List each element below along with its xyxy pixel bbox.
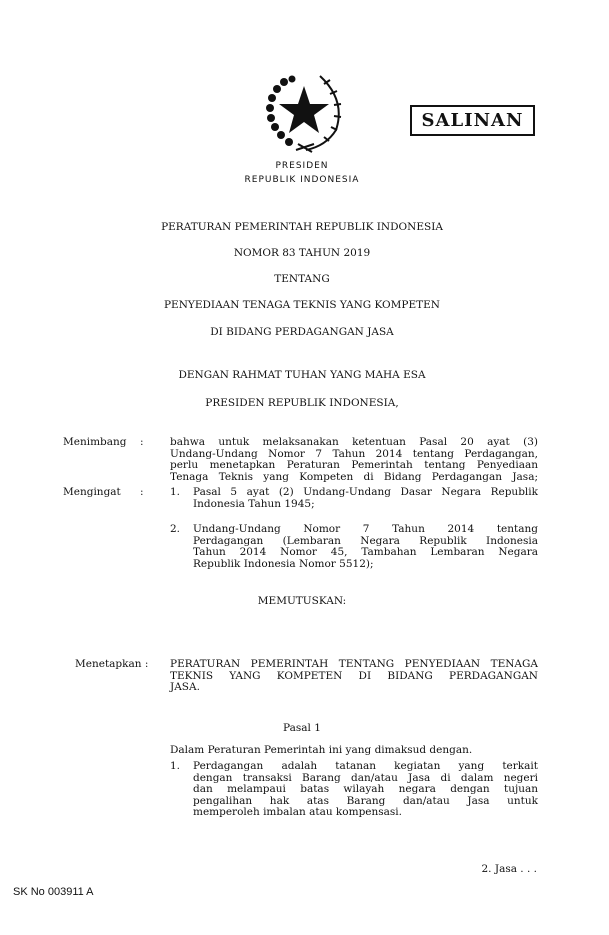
text-line: Pasal 5 ayat (2) Undang-Undang Dasar Negara Republik bbox=[193, 486, 538, 498]
mengingat-item-1 bbox=[193, 487, 538, 510]
mengingat-label: Mengingat bbox=[63, 486, 121, 498]
text-line: Perdagangan (Lembaran Negara Republik Indonesia bbox=[193, 534, 538, 547]
text-line: Tenaga Teknis yang Kompeten di Bidang Perdagangan Jasa; bbox=[170, 470, 538, 483]
pasal-heading: Pasal 1 bbox=[283, 722, 321, 734]
text-line: Undang-Undang Nomor 7 Tahun 2014 tentang bbox=[193, 523, 538, 535]
pasal-item-1 bbox=[193, 761, 538, 819]
text-line: perlu menetapkan Peraturan Pemerintah tentang Penyediaan bbox=[170, 459, 538, 471]
mengingat-item-2 bbox=[193, 524, 538, 570]
regulation-subject-line: PENYEDIAAN TENAGA TEKNIS YANG KOMPETEN bbox=[163, 299, 440, 311]
text-line: Perdagangan adalah tatanan kegiatan yang terkait bbox=[193, 760, 538, 772]
office-line-1: PRESIDEN bbox=[275, 161, 329, 171]
text-line: JASA. bbox=[170, 681, 200, 693]
mengingat-colon: : bbox=[140, 486, 144, 498]
invocation: DENGAN RAHMAT TUHAN YANG MAHA ESA bbox=[178, 369, 426, 381]
item-number: 1. bbox=[170, 760, 181, 772]
text-line: TEKNIS YANG KOMPETEN DI BIDANG PERDAGANGAN bbox=[170, 669, 538, 682]
regulation-title-line: PERATURAN PEMERINTAH REPUBLIK INDONESIA bbox=[161, 221, 443, 233]
footer-code: SK No 003911 A bbox=[13, 886, 94, 898]
menimbang-text bbox=[170, 437, 538, 483]
item-number: 2. bbox=[170, 523, 181, 535]
menetapkan-label: Menetapkan : bbox=[75, 658, 149, 670]
regulation-number: NOMOR 83 TAHUN 2019 bbox=[233, 247, 371, 259]
text-line: Tahun 2014 Nomor 45, Tambahan Lembaran Negara bbox=[193, 546, 538, 558]
presidential-emblem-icon bbox=[262, 70, 346, 154]
regulation-about: TENTANG bbox=[274, 273, 330, 285]
menetapkan-text bbox=[170, 659, 538, 694]
text-line: pengalihan hak atas Barang dan/atau Jasa untuk bbox=[193, 794, 538, 807]
decision-heading: MEMUTUSKAN: bbox=[257, 595, 347, 607]
text-line: Undang-Undang Nomor 7 Tahun 2014 tentang Perdagangan, bbox=[170, 447, 538, 460]
authority: PRESIDEN REPUBLIK INDONESIA, bbox=[205, 397, 399, 409]
continuation-marker: 2. Jasa . . . bbox=[481, 863, 537, 875]
office-line-2: REPUBLIK INDONESIA bbox=[244, 175, 360, 185]
text-line: Indonesia Tahun 1945; bbox=[193, 497, 315, 510]
item-number: 1. bbox=[170, 486, 181, 498]
text-line: dan melampaui batas wilayah negara dengan tujuan bbox=[193, 783, 538, 795]
text-line: Republik Indonesia Nomor 5512); bbox=[193, 557, 374, 570]
text-line: bahwa untuk melaksanakan ketentuan Pasal 20 ayat (3) bbox=[170, 436, 538, 448]
salinan-stamp: SALINAN bbox=[410, 105, 535, 136]
menimbang-label: Menimbang bbox=[63, 436, 127, 448]
menimbang-colon: : bbox=[140, 436, 144, 448]
regulation-subject-line: DI BIDANG PERDAGANGAN JASA bbox=[210, 326, 394, 338]
text-line: memperoleh imbalan atau kompensasi. bbox=[193, 806, 403, 818]
text-line: PERATURAN PEMERINTAH TENTANG PENYEDIAAN TENAGA bbox=[170, 658, 538, 670]
pasal-intro: Dalam Peraturan Pemerintah ini yang dimaksud dengan. bbox=[170, 744, 473, 756]
text-line: dengan transaksi Barang dan/atau Jasa di dalam negeri bbox=[193, 771, 538, 784]
